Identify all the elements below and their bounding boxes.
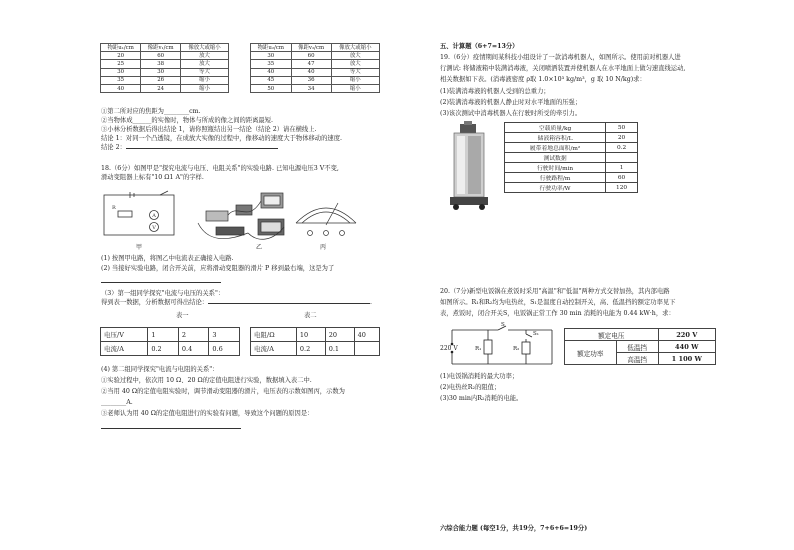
- meter-bing: [296, 203, 356, 236]
- circuit-diagram-jia: [104, 191, 174, 235]
- table-cell: 38: [141, 60, 181, 68]
- table-cell: 50: [251, 84, 292, 92]
- q18-4-line-3: ②当用 40 Ω的定值电阻实验时，调节滑动变阻器的滑片，电压表的示数如图丙，示数为: [101, 388, 345, 395]
- q18-line-1: 18.（6分）如图甲是"探究电流与电压、电阻关系"的实验电路. 已知电源电压3 V不变,: [101, 165, 339, 172]
- low-temp-value: 440 W: [658, 341, 715, 353]
- circuit-figures: [98, 183, 394, 255]
- conclusion-2-label: 结论 2：: [101, 144, 126, 151]
- table-row: [505, 153, 638, 163]
- q17-line-2: ②当物体成______的实像时，物体与所成的像之间的距离最短.: [101, 117, 274, 124]
- table-row: [251, 342, 380, 356]
- svg-text:R: R: [112, 205, 116, 211]
- table-cell: 放大: [181, 60, 229, 68]
- rated-voltage-label: 额定电压: [565, 329, 659, 341]
- table-row: [251, 84, 380, 92]
- apparatus-yi: [198, 193, 284, 239]
- table-cell: 1: [606, 163, 638, 173]
- table-row: [101, 342, 240, 356]
- table-cell: 电流/A: [251, 342, 297, 356]
- table-cell: 36: [291, 76, 331, 84]
- q18-4-line-2: ①实验过程中，依次用 10 Ω、20 Ω的定值电阻进行实验，数据填入表二中.: [101, 377, 312, 384]
- q19-line-4: (1)装满消毒液的机器人受到的总重力；: [440, 88, 550, 95]
- table-cell: 60: [291, 52, 331, 60]
- svg-text:V: V: [152, 225, 156, 231]
- rice-cooker-circuit: [438, 322, 562, 370]
- q20-sub-1: (1)电饭锅消耗的最大功率；: [440, 373, 519, 380]
- table-cell: 40: [291, 68, 331, 76]
- table-cell: 35: [101, 76, 141, 84]
- table-cell: 放大: [331, 60, 379, 68]
- table-row: [101, 68, 229, 76]
- voltage-current-table: [100, 327, 240, 356]
- q17-line-3: ③小林分析数据后得出结论 1，请你照瓶结出另一结论（结论 2）请在横线上.: [101, 126, 317, 133]
- fig-label-bing: 丙: [320, 244, 327, 251]
- q18-3-line-2: 得到表一数据，分析数据可得出结论： .: [101, 299, 373, 306]
- fig-label-yi: 乙: [256, 244, 263, 251]
- table-header-row: [101, 44, 229, 52]
- table-cell: 35: [251, 60, 292, 68]
- table-cell: 缩小: [331, 76, 379, 84]
- table-row: [251, 52, 380, 60]
- table-2-title: 表二: [304, 312, 317, 319]
- fig-label-jia: 甲: [136, 244, 143, 251]
- left-column: [96, 40, 396, 540]
- table-cell: 电流/A: [101, 342, 148, 356]
- table-cell: 等大: [331, 68, 379, 76]
- q20-line-1: 20.（7分)新型电饭锅在煮饭时采用"高温"和"低温"两种方式交替加热，其内部电路: [440, 288, 670, 295]
- table-cell: 25: [101, 60, 141, 68]
- table-cell: 60: [141, 52, 181, 60]
- table-cell: 50: [606, 123, 638, 133]
- table-cell: 3: [209, 328, 240, 342]
- table-cell: [354, 342, 379, 356]
- switch-s-label: S: [501, 322, 505, 328]
- table-cell: 26: [141, 76, 181, 84]
- q17-line-1: ①第二所对应的焦距为________cm.: [101, 108, 201, 115]
- table-row: [101, 76, 229, 84]
- table-cell: 34: [291, 84, 331, 92]
- table-cell: 0.2: [148, 342, 179, 356]
- table-cell: [606, 153, 638, 163]
- robot-data-table: [504, 122, 638, 193]
- q20-line-3: 表，煮饭时，闭合开关S，电饭锅正常工作 30 min 消耗的电能为 0.44 kW·h，求：: [440, 310, 675, 317]
- q17-line-4: 结论 1：对同一个凸透镜，在成放大实像的过程中，像移动的速度大于物体移动的速度.: [101, 135, 342, 142]
- table-cell: 45: [251, 76, 292, 84]
- disinfection-robot-image: [442, 120, 500, 214]
- table-row: [251, 76, 380, 84]
- q20-line-2: 如图所示。R₁和R₂均为电热丝，S₁是温度自动控制开关，高、低温挡的额定功率见下: [440, 299, 676, 306]
- q19-line-6: (3)该次测试中消毒机器人在行驶时所受的牵引力。: [440, 110, 582, 117]
- table-cell: 30: [141, 68, 181, 76]
- table-cell: 电阻/Ω: [251, 328, 297, 342]
- high-temp-value: 1 100 W: [658, 353, 715, 365]
- table-row: [101, 60, 229, 68]
- q18-4-line-5: ③老师认为用 40 Ω的定值电阻进行的实验有问题，导致这个问题的原因是：: [101, 410, 314, 417]
- table-cell: 30: [101, 68, 141, 76]
- q19-line-2: 行测试: 将储液箱中装满消毒液，关闭喷洒装置并使机器人在水平地面上做匀速直线运动,: [440, 65, 686, 72]
- table-cell: 60: [606, 173, 638, 183]
- q19-line-3: 相关数据如下表。(消毒液密度 ρ取 1.0×10³ kg/m³，g 取 10 N/kg)求：: [440, 76, 646, 83]
- table-cell: 测试数据: [505, 153, 606, 163]
- rated-power-label: 额定功率: [565, 341, 617, 365]
- right-column: [436, 40, 736, 540]
- high-temp-label: 高温挡: [616, 353, 658, 365]
- table-cell: 10: [296, 328, 325, 342]
- table-cell: 放大: [181, 52, 229, 60]
- table-cell: 47: [291, 60, 331, 68]
- table-cell: 30: [251, 52, 292, 60]
- answer-blank[interactable]: [208, 303, 370, 304]
- answer-blank-line[interactable]: [101, 282, 221, 283]
- table-cell: 0.6: [209, 342, 240, 356]
- table-row: [505, 183, 638, 193]
- column-header: 像距v₁/cm: [141, 44, 181, 52]
- table-cell: 1: [148, 328, 179, 342]
- table-cell: 0.2: [606, 143, 638, 153]
- lens-data-table-1: [100, 43, 229, 93]
- table-cell: 20: [606, 133, 638, 143]
- column-header: 像放大或缩小: [331, 44, 379, 52]
- table-cell: 40: [251, 68, 292, 76]
- q18-4-line-4: ________A.: [101, 399, 133, 406]
- table-cell: 等大: [181, 68, 229, 76]
- svg-text:A: A: [152, 213, 156, 219]
- resistance-current-table: [250, 327, 380, 356]
- table-cell: 缩小: [181, 84, 229, 92]
- rated-voltage-value: 220 V: [658, 329, 715, 341]
- table-cell: 0.2: [296, 342, 325, 356]
- q18-line-2: 滑动变阻器上标有"10 Ω1 A"的字样.: [101, 174, 204, 181]
- table-row: [101, 328, 240, 342]
- table-row: [505, 143, 638, 153]
- table-cell: 缩小: [331, 84, 379, 92]
- table-cell: 行驶路程/m: [505, 173, 606, 183]
- q18-3-line-1: （3）第一组同学探究"电流与电压的关系"：: [101, 290, 225, 297]
- table-1-title: 表一: [176, 312, 189, 319]
- section-5-title: 五、计算题（6+7=13分）: [440, 43, 519, 50]
- conclusion-prompt: 得到表一数据，分析数据可得出结论：: [101, 299, 209, 306]
- table-cell: 放大: [331, 52, 379, 60]
- q17-line-5: [101, 144, 278, 152]
- q18-sub-1: (1) 按图甲电路，将图乙中电流表正确接入电路.: [101, 255, 234, 262]
- table-row: [505, 163, 638, 173]
- table-cell: 0.4: [178, 342, 209, 356]
- q20-sub-3: (3)30 min内R₂消耗的电能。: [440, 395, 523, 402]
- q18-4-line-1: (4) 第二组同学探究"电流与电阻的关系"：: [101, 366, 219, 373]
- answer-blank[interactable]: [126, 148, 278, 149]
- table-cell: 24: [141, 84, 181, 92]
- table-header-row: [251, 44, 380, 52]
- q19-line-1: 19.（6分）疫情期间某科技小组设计了一款消毒机器人，如图所示。使用前对机器人进: [440, 54, 681, 61]
- table-cell: 120: [606, 183, 638, 193]
- q18-sub-2: (2) 当接好实验电路，闭合开关前，应将滑动变阻器的滑片 P 移到最右端，这是为了: [101, 265, 335, 272]
- table-cell: 2: [178, 328, 209, 342]
- column-header: 物距u₂/cm: [251, 44, 292, 52]
- table-row: [251, 328, 380, 342]
- switch-s1-label: S₁: [533, 331, 539, 337]
- q19-line-5: (2)装满消毒液的机器人静止时对水平地面的压强；: [440, 99, 582, 106]
- column-header: 像放大或缩小: [181, 44, 229, 52]
- table-row: [505, 123, 638, 133]
- lens-data-table-2: [250, 43, 380, 93]
- table-row: [101, 52, 229, 60]
- table-row: [101, 84, 229, 92]
- q20-sub-2: (2)电热丝R₂的阻值；: [440, 384, 501, 391]
- table-cell: 40: [354, 328, 379, 342]
- table-cell: 0.1: [325, 342, 354, 356]
- table-cell: 20: [101, 52, 141, 60]
- table-cell: 空载质量/kg: [505, 123, 606, 133]
- table-cell: 20: [325, 328, 354, 342]
- table-cell: 行驶功率/W: [505, 183, 606, 193]
- r1-label: R₁: [475, 346, 482, 352]
- table-row: [251, 68, 380, 76]
- column-header: 物距u₁/cm: [101, 44, 141, 52]
- rice-cooker-spec-table: [564, 328, 716, 365]
- table-cell: 储液箱容积/L: [505, 133, 606, 143]
- answer-blank-line[interactable]: [101, 428, 241, 429]
- column-header: 像距v₂/cm: [291, 44, 331, 52]
- table-cell: 电压/V: [101, 328, 148, 342]
- table-cell: 履带着地总面积/m²: [505, 143, 606, 153]
- table-cell: 40: [101, 84, 141, 92]
- low-temp-label: 低温挡: [616, 341, 658, 353]
- supply-voltage-label: 220 V: [440, 345, 458, 352]
- table-cell: 行驶时间/min: [505, 163, 606, 173]
- table-row: [251, 60, 380, 68]
- r2-label: R₂: [513, 346, 520, 352]
- section-6-title: 六综合能力题 (每空1分，共19分，7+6+6=19分): [440, 525, 588, 532]
- table-cell: 缩小: [181, 76, 229, 84]
- table-row: [505, 133, 638, 143]
- table-row: [505, 173, 638, 183]
